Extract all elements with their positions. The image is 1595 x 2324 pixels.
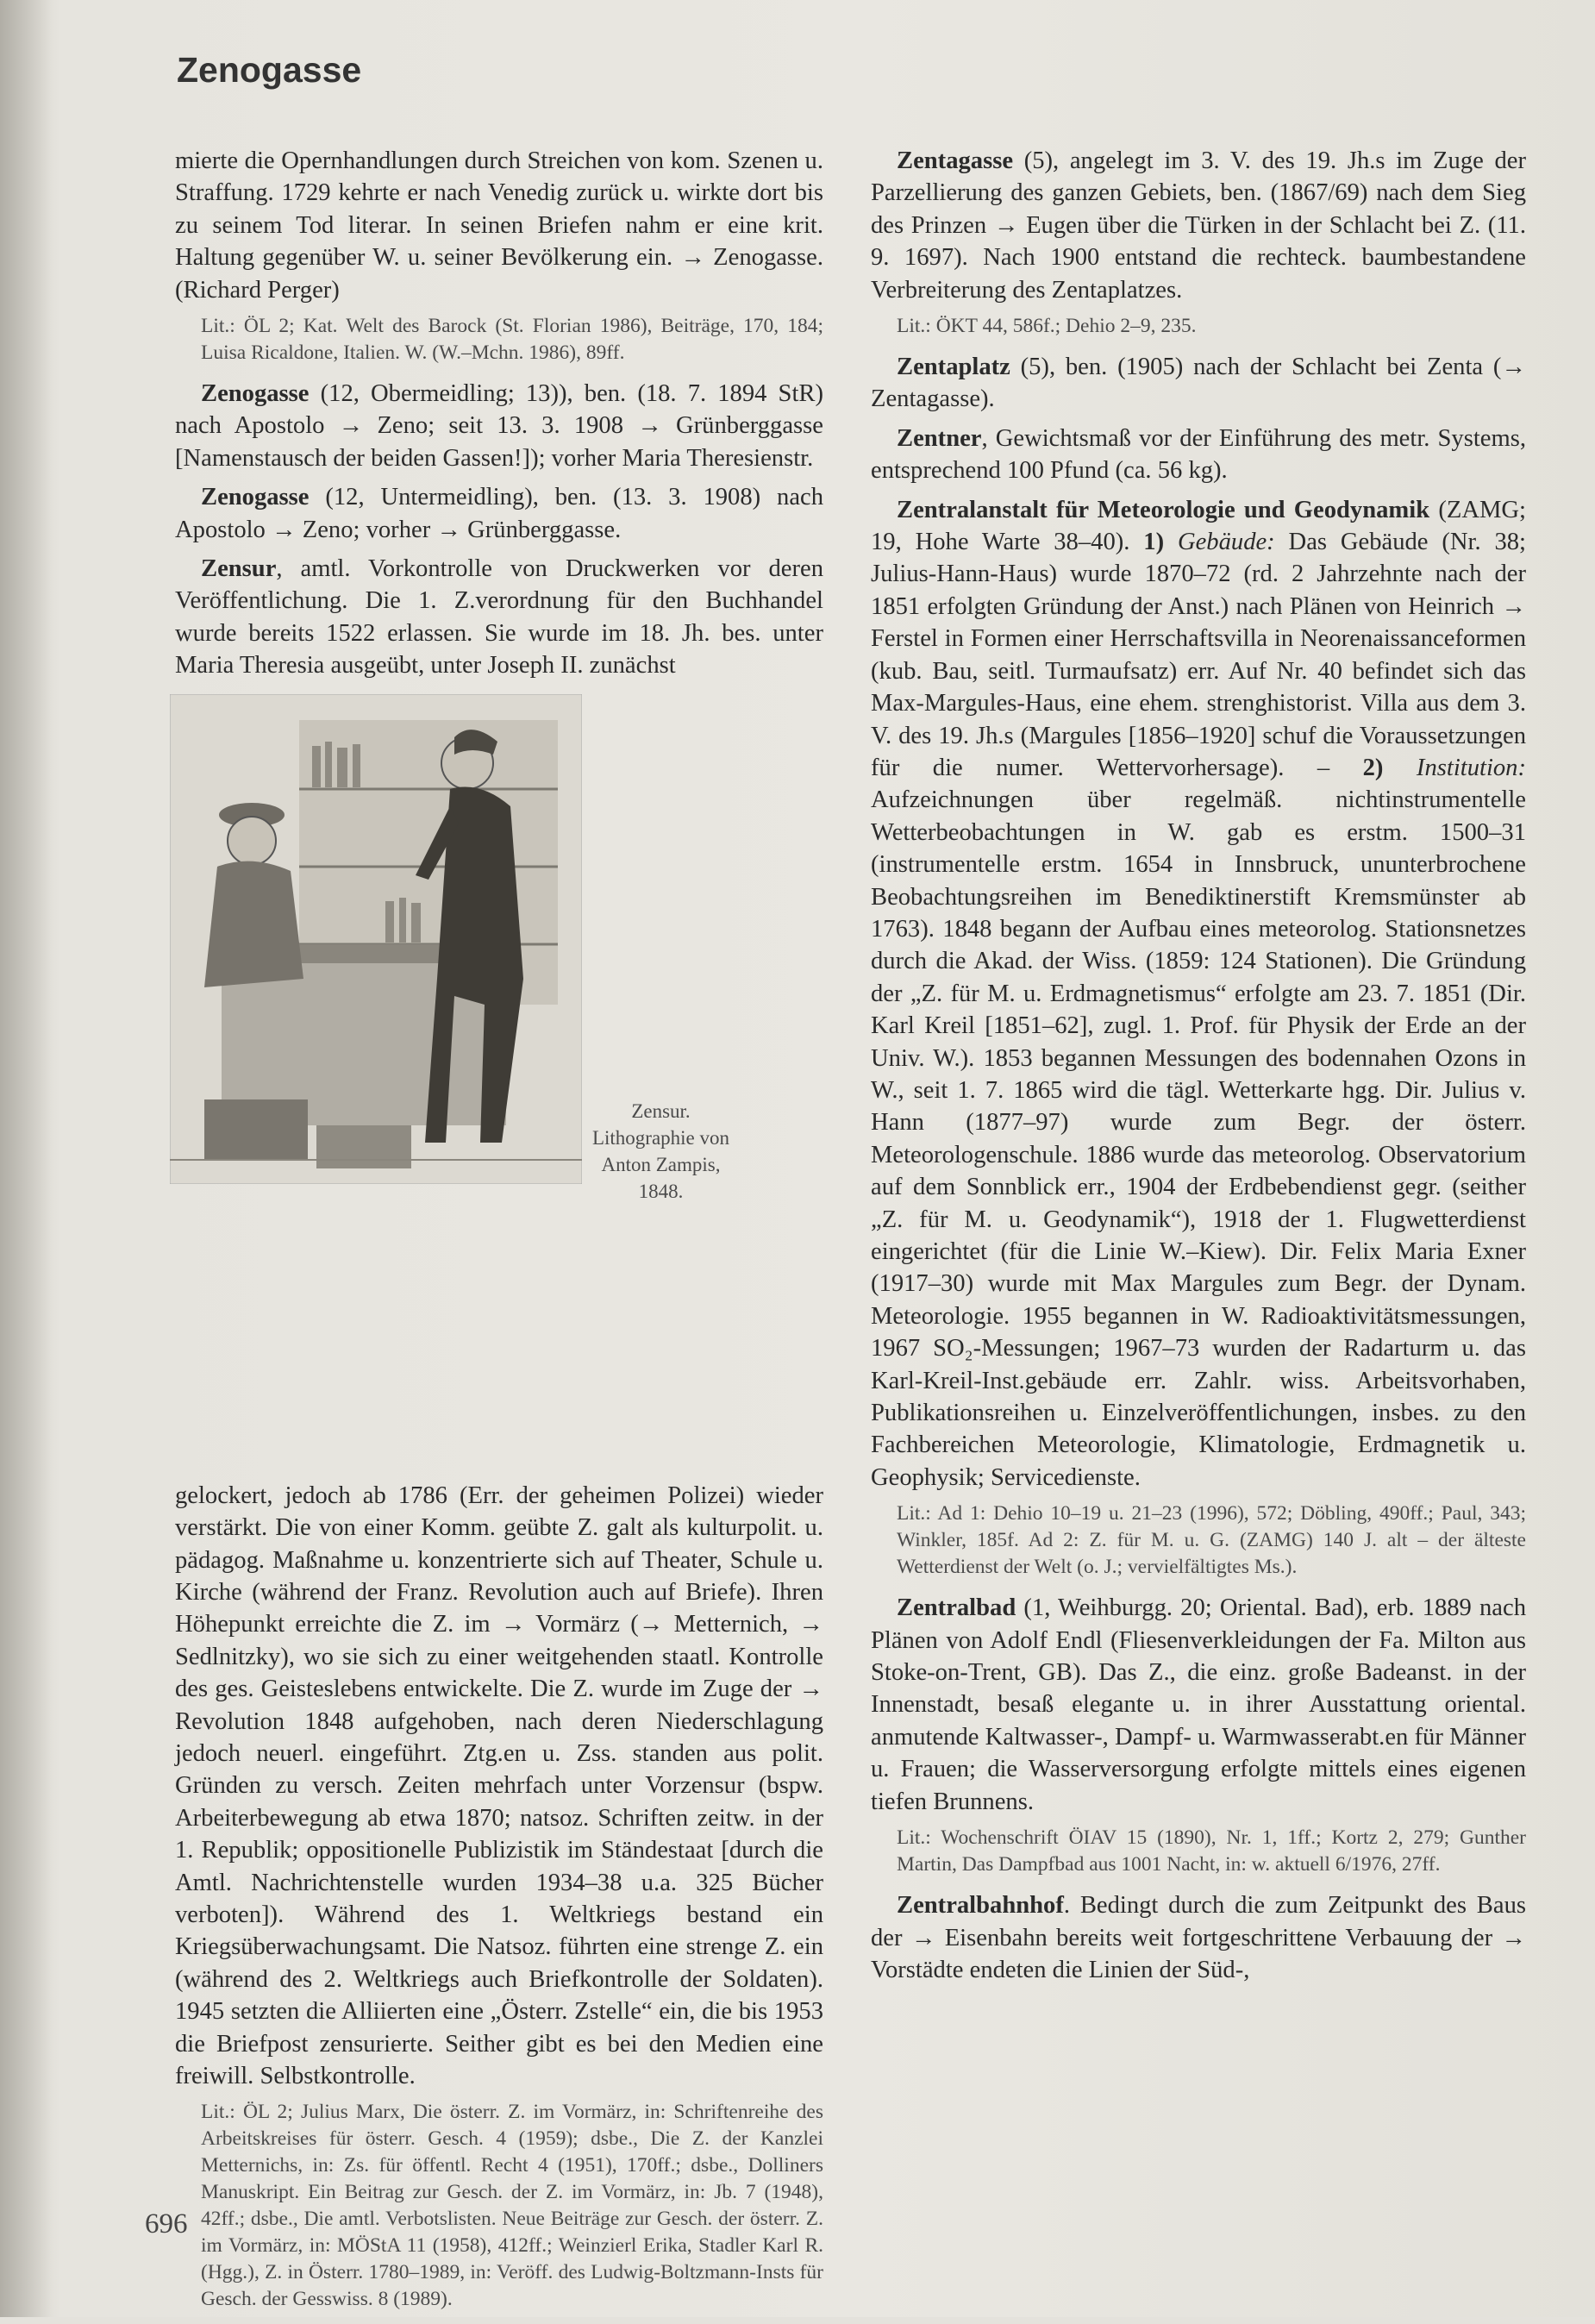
literature-zeno: Lit.: ÖL 2; Kat. Welt des Barock (St. Florian 1986), Beiträge, 170, 184; Luisa Ricaldone, Italien. W. (W.–Mchn. 1986), 89ff. [201, 315, 823, 365]
headword: Zentralbad [897, 1594, 1016, 1622]
headword: Zenogasse [201, 484, 310, 511]
literature-zentralbad: Lit.: Wochenschrift ÖIAV 15 (1890), Nr. 1, 1ff.; Kortz 2, 279; Gunther Martin, Das Dampfbad aus 1001 Nacht, in: w. aktuell 6/1976, 27ff. [897, 1826, 1526, 1876]
entry-text: , Gewichtsmaß vor der Einführung des metr. Systems, entsprechend 100 Pfund (ca. 56 kg). [871, 424, 1526, 485]
literature-zentagasse: Lit.: ÖKT 44, 586f.; Dehio 2–9, 235. [897, 315, 1197, 338]
entry-zentaplatz [871, 351, 1526, 416]
headword: Zenogasse [201, 380, 310, 408]
section-label: Institution: [1383, 754, 1527, 781]
entry-zentner [871, 423, 1526, 487]
section-label: Gebäude: [1164, 529, 1275, 556]
entry-text: . Bedingt durch die zum Zeitpunkt des Baus der → Eisenbahn bereits weit fortgeschrittene Verbauung der → Vorstädte endeten die Linien der Süd-, [871, 1892, 1526, 1983]
headword: Zentaplatz [897, 354, 1010, 381]
entry-zentralbahnhof [871, 1889, 1526, 1986]
entry-text: (ZAMG; 19, Hohe Warte 38–40). [871, 496, 1526, 556]
entry-text: (1, Weihburgg. 20; Oriental. Bad), erb. 1889 nach Plänen von Adolf Endl (Fliesenverkleidungen der Fa. Milton aus Stoke-on-Trent, GB). Das Z., die einz. große Badeanst. in der Innenstadt, besaß elegante u. in ihrer Ausstattung oriental. anmutende Kaltwasser-, Dampf- u. Warmwasserabt.en für Männer u. Frauen; die Wasserversorgung erfolgte mittels eines eigenen tiefen Brunnens. [871, 1594, 1526, 1815]
entry-zenogasse-12-untermeidling [175, 481, 823, 546]
literature-zensur: Lit.: ÖL 2; Julius Marx, Die österr. Z. im Vormärz, in: Schriftenreihe des Arbeitskreises für österr. Gesch. 4 (1959); dsbe., Die Z. der Kanzlei Metternichs, in: Zs. für öffentl. Recht 4 (1951), 170ff.; dsbe., Dolliners Manuskript. Ein Beitrag zur Gesch. der Z. im Vormärz, in: Jb. 7 (1948), 42ff.; dsbe., Die amtl. Verbotslisten. Neue Beiträge zur Gesch. der österr. Z. im Vormärz, in: MÖStA 11 (1958), 412ff.; Weinzierl Erika, Stadler Karl R. (Hgg.), Z. in Österr. 1780–1989, in: Veröff. des Ludwig-Boltzmann-Insts für Gesch. der Gesswiss. 8 (1989). [201, 2101, 823, 2311]
headword: Zensur [201, 555, 277, 583]
figure-zensur [170, 694, 743, 1466]
entry-text: Das Gebäude (Nr. 38; Julius-Hann-Haus) wurde 1870–72 (rd. 2 Jahrzehnte nach der 1851 erfolgten Gründung der Anst.) nach Plänen von Heinrich → Ferstel in Formen einer Herrschaftsvilla in Neorenaissanceformen (kub. Bau, seitl. Turmaufsatz) err. Auf Nr. 40 befindet sich das Max-Margules-Haus, eine ehem. strenghistorist. Villa aus dem 3. V. des 19. Jh.s (Margules [1856–1920] schuf die Voraussetzungen für die numer. Wettervorhersage). – [871, 529, 1526, 781]
entry-zensur-continued: gelockert, jedoch ab 1786 (Err. der geheimen Polizei) wieder verstärkt. Die von einer Komm. geübte Z. galt als kulturpolit. u. pädagog. Maßnahme u. konzentrierte sich auf Theater, Schule u. Kirche (während der Franz. Revolution auch auf Briefe). Ihren Höhepunkt erreichte die Z. im → Vormärz (→ Metternich, → Sedlnitzky), wo sie sich zu einer weitgehenden staatl. Kontrolle des ges. Geisteslebens entwickelte. Die Z. wurde im Zuge der → Revolution 1848 aufgehoben, nach deren Niederschlagung jedoch neuerl. eingeführt. Ztg.en u. Zss. standen aus polit. Gründen zu versch. Zeiten mehrfach unter Vorzensur (bspw. Arbeiterbewegung ab etwa 1870; natsoz. Schriften zeitw. in der 1. Republik; oppositionelle Publizistik im Ständestaat [durch die Amtl. Nachrichtenstelle wurden 1934–38 u.a. 325 Bücher verboten]). Während des 1. Weltkriegs bestand ein Kriegsüberwachungsamt. Die Natsoz. führten eine strenge Z. ein (während des 2. Weltkriegs auch Briefkontrolle der Soldaten). 1945 setzten die Alliierten eine „Österr. Zstelle“ ein, die bis 1953 die Briefpost zensurierte. Seither gibt es bei den Medien eine freiwill. Selbstkontrolle. [175, 1481, 823, 2089]
entry-zeno-continued: mierte die Opernhandlungen durch Streichen von kom. Szenen u. Straffung. 1729 kehrte er nach Venedig zurück u. wirkte dort bis zu seinem Tod literar. In seinen Briefen nahm er eine krit. Haltung gegenüber W. u. seiner Bevölkerung ein. → Zenogasse. (Richard Perger) [175, 147, 823, 304]
running-head: Zenogasse [177, 50, 362, 90]
entry-zenogasse-12-obermeidling [175, 378, 823, 474]
entry-text: (12, Obermeidling; 13)), ben. (18. 7. 1894 StR) nach Apostolo → Zeno; seit 13. 3. 1908 → Grünberggasse [Namenstausch der beiden Gassen!]); vorher Maria Theresienstr. [175, 380, 823, 472]
headword: Zentagasse [897, 147, 1014, 174]
entry-text: (5), ben. (1905) nach der Schlacht bei Zenta (→ Zentagasse). [871, 354, 1526, 413]
entry-zentralbad [871, 1592, 1526, 1818]
entry-text: (12, Untermeidling), ben. (13. 3. 1908) nach Apostolo → Zeno; vorher → Grünberggasse. [175, 484, 823, 543]
page-number: 696 [145, 2208, 188, 2239]
headword: Zentner [897, 424, 982, 452]
entry-text: (5), angelegt im 3. V. des 19. Jh.s im Zuge der Parzellierung des ganzen Gebiets, ben. (1867/69) nach dem Sieg des Prinzen → Eugen über die Türken in der Schlacht bei Z. (11. 9. 1697). Nach 1900 entstand die rechteck. baumbestandene Verbreiterung des Zentaplatzes. [871, 147, 1526, 304]
section-number: 2) [1362, 754, 1384, 781]
entry-text: , amtl. Vorkontrolle von Druckwerken vor deren Veröffentlichung. Die 1. Z.verordnung für den Buchhandel wurde bereits 1522 erlassen. Sie wurde im 18. Jh. bes. unter Maria Theresia ausgeübt, unter Joseph II. zunächst [175, 555, 823, 680]
lithograph-illustration [170, 694, 582, 1184]
entry-text: Aufzeichnungen über regelmäß. nichtinstrumentelle Wetterbeobachtungen in W. gab es erstm. 1500–31 (instrumentelle erstm. 1654 in Innsbruck, ununterbrochene Beobachtungsreihen im Benediktinerstift Kremsmünster ab 1763). 1848 begann der Aufbau eines meteorolog. Stationsnetzes durch die Akad. der Wiss. (1859: 124 Stationen). Die Gründung der „Z. für M. u. Erdmagnetismus“ erfolgte am 23. 7. 1851 (Dir. Karl Kreil [1851–62], zugl. 1. Prof. für Physik der Erde an der Univ. W.). 1853 begannen Messungen des bodennahen Ozons in W., seit 1. 7. 1865 wird die tägl. Wetterkarte hgg. Dir. Julius v. Hann (1877–97) wurde zum Begr. der österr. Meteorologenschule. 1886 wurde das meteorolog. Observatorium auf dem Sonnblick err., 1904 der Erdbebendienst gegr. (seither „Z. für M. u. Geodynamik“), 1918 der 1. Flugwetterdienst eingerichtet (für die Linie W.–Kiew). Dir. Felix Maria Exner (1917–30) wurde mit Max Margules zum Begr. der Dynam. Meteorologie. 1955 begannen in W. Radioaktivitätsmessungen, 1967 SO₂-Messungen; 1967–73 wurden der Radarturm u. das Karl-Kreil-Inst.gebäude err. Zahlr. wiss. Arbeitsvorhaben, Publikationsreihen u. Einzelveröffentlichungen, insbes. zu den Fachbereichen Meteorologie, Klimatologie, Erdmagnetik u. Geophysik; Servicedienste. [871, 786, 1526, 1491]
literature-zamg: Lit.: Ad 1: Dehio 10–19 u. 21–23 (1996), 572; Döbling, 490ff.; Paul, 343; Winkler, 185f. Ad 2: Z. für M. u. G. (ZAMG) 140 J. alt – der älteste Wetterdienst der Welt (o. J.; vervielfältigtes Ms.). [897, 1502, 1526, 1579]
entry-zentagasse [871, 145, 1526, 306]
headword: Zentralbahnhof [897, 1892, 1064, 1920]
figure-caption: Zensur. Lithographie von Anton Zampis, 1848. [591, 1099, 730, 1202]
entry-zensur [175, 553, 823, 682]
gutter-shadow [0, 0, 52, 2317]
section-number: 1) [1143, 529, 1165, 556]
entry-zamg [871, 494, 1526, 1494]
headword: Zentralanstalt für Meteorologie und Geodynamik [897, 496, 1430, 523]
right-column [871, 145, 1526, 1993]
left-column [175, 145, 823, 2324]
